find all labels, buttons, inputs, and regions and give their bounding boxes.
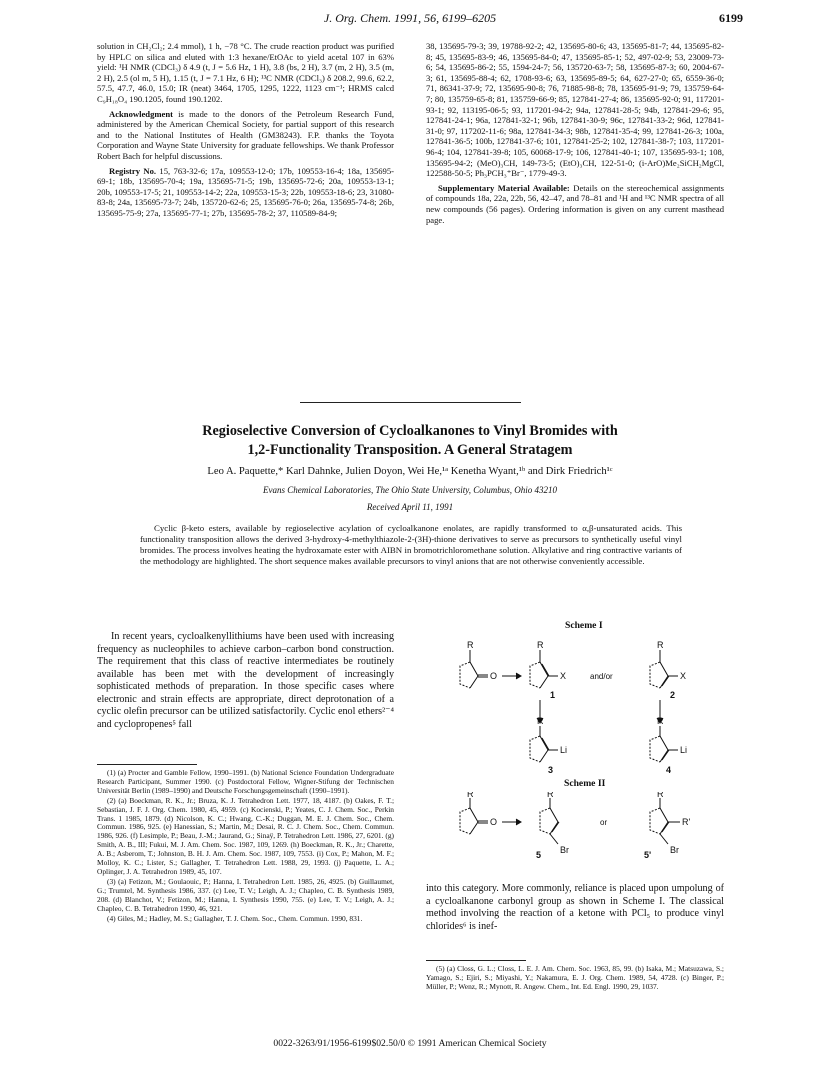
scheme2-o: O: [490, 817, 498, 827]
authors: Leo A. Paquette,* Karl Dahnke, Julien Doyon, Wei He,¹ᵃ Kenetha Wyant,¹ᵇ and Dirk Friedrich¹ᶜ: [207, 466, 613, 477]
footnotes-left: [97, 769, 394, 924]
right-column-top: [426, 41, 724, 229]
scheme2-rprime: R': [682, 817, 691, 827]
scheme1-o: O: [490, 671, 498, 681]
footnote-rule-left: [97, 764, 197, 765]
scheme-2-diagram: [440, 792, 740, 862]
scheme1-r-3: R: [537, 716, 544, 726]
scheme1-r-4: R: [657, 716, 664, 726]
scheme-1-label: Scheme I: [565, 620, 603, 631]
running-head: [0, 11, 820, 31]
scheme1-r-1: R: [537, 640, 544, 650]
footnote-5: (5) (a) Closs, G. L.; Closs, L. E. J. Am. Chem. Soc. 1963, 85, 99. (b) Isaka, M.; Matsuzawa, S.; Yamago, S.; Ejiri, S.; Miyashi, Y.; Nakamura, E. J. Org. Chem. 1989, 54, 4728. (c) Binger, P.; Müller, P.; Wenz, R.; Mynott, R. Angew. Chem., Int. Ed. Engl. 1990, 29, 1037.: [426, 964, 724, 991]
scheme2-r-ketone: R: [467, 792, 474, 799]
footnote-3: (3) (a) Fetizon, M.; Goulaouic, P.; Hanna, I. Tetrahedron Lett. 1985, 26, 4925. (b) Guillaumet, G.; Trumtel, M. Synthesis 1986, 337. (c) Lee, T. V.; Leigh, A. J.; Chapleo, C. B. Synthesis 1989, 208. (d) Blanchot, V.; Fetizon, M.; Hanna, I. Synthesis 1990, 755. (e) Lee, T. V.; Leigh, A. J.; Chapleo, C. B. Tetrahedron 1990, 46, 921.: [97, 876, 394, 913]
compound-4-number: 4: [666, 765, 672, 775]
right-body-paragraph: into this category. More commonly, reliance is placed upon umpolung of a cycloalkanone carbonyl group as shown in Scheme I. The classical method involving the reaction of a ketone with PCl₅ to produce vinyl chlorides⁶ is inef-: [426, 883, 724, 932]
compound-3-number: 3: [548, 765, 554, 775]
compound-5p-number: 5': [644, 850, 652, 860]
compound-5-number: 5: [536, 850, 542, 860]
footnote-rule-right: [426, 960, 526, 961]
scheme2-r-5: R: [547, 792, 554, 799]
intro-paragraph: In recent years, cycloalkenyllithiums have been used with increasing frequency as nucleophiles to achieve carbon–carbon bond construction. The requirement that this class of reactive intermediates be routinely available has been met with the development of increasingly sophisticated methods of preparation. In those specific cases where electronic and strain effects are appropriate, direct deprotonation of a cyclic olefin precursor can be utilized satisfactorily. Cyclic enol ethers²⁻⁴ and cyclopropenes⁵ fall: [97, 631, 394, 730]
title-line-2: 1,2-Functionality Transposition. A General Stratagem: [247, 442, 573, 458]
registry-numbers: [97, 166, 394, 219]
received-date: Received April 11, 1991: [366, 502, 454, 512]
compound-1-number: 1: [550, 690, 556, 700]
page-number: 6199: [719, 11, 743, 25]
scheme1-x-1: X: [560, 671, 567, 681]
article-title: [80, 422, 740, 460]
scheme-2-label: Scheme II: [564, 778, 606, 789]
registry-text: 15, 763-32-6; 17a, 109553-12-0; 17b, 109553-16-4; 18a, 135695-69-1; 18b, 135695-70-4; 19a, 135695-71-5; 19b, 135695-72-6; 20a, 109553-13-1; 20b, 109553-17-5; 21, 109553-14-2; 22a, 109553-15-3; 22b, 109553-18-6; 23, 31080-83-8; 24a, 135695-73-7; 24b, 135720-62-6; 25, 135695-76-0; 26a, 135695-74-8; 26b, 135695-75-9; 27a, 135695-77-1; 27b, 135695-78-2; 37, 110589-84-9;: [97, 165, 394, 218]
acknowledgment-text: is made to the donors of the Petroleum Research Fund, administered by the American Chemical Society, for partial support of this research and to the National Institutes of Health (GM38243). F.P. thanks the Toyota Corporation and Wayne State University for graduate fellowships. We thank Professor Robert Bach for helpful discussions.: [97, 108, 394, 161]
scheme1-li-4: Li: [680, 745, 688, 755]
acknowledgment-label: Acknowledgment: [109, 108, 173, 119]
scheme1-x-2: X: [680, 671, 687, 681]
journal-citation: J. Org. Chem. 1991, 56, 6199–6205: [323, 11, 497, 25]
scheme1-r-ketone: R: [467, 640, 474, 650]
scheme-1-diagram: [440, 636, 740, 776]
acknowledgment: [97, 109, 394, 162]
scheme2-or: or: [600, 818, 608, 827]
title-line-1: Regioselective Conversion of Cycloalkanones to Vinyl Bromides with: [202, 423, 618, 439]
compound-2-number: 2: [670, 690, 676, 700]
abstract: Cyclic β-keto esters, available by regioselective acylation of cycloalkanone enolates, are rapidly transformed to α,β-unsaturated acids. This functionality transposition allows the derived 3-hydroxy-4-methylthiazole-2-(3H)-thione derivatives to serve as precursors to synthetically useful vinyl bromides. The process involves heating the hydroxamate ester with AIBN in bromotrichloromethane solution. Alkylative and ring contractive variants of the methodology are highlighted. The short sequence makes available precursors to vinyl anions that are not otherwise conveniently accessible.: [140, 523, 682, 566]
scheme1-andor: and/or: [590, 672, 613, 681]
supplementary-label: Supplementary Material Available:: [438, 182, 570, 193]
supplementary-material: [426, 183, 724, 225]
registry-label: Registry No.: [109, 165, 157, 176]
section-divider: [300, 402, 521, 403]
footnote-4: (4) Giles, M.; Hadley, M. S.; Gallagher, T. J. Chem. Soc., Chem. Commun. 1990, 831.: [107, 913, 363, 923]
scheme1-li-3: Li: [560, 745, 568, 755]
supplementary-text: Details on the stereochemical assignments of compounds 18a, 22a, 22b, 56, 42–47, and 78–81 and ¹H and ¹³C NMR spectra of all new compounds (56 pages). Ordering information is given on any current masthead page.: [426, 182, 724, 225]
scheme2-r-5p: R: [657, 792, 664, 799]
copyright-footer: 0022-3263/91/1956-6199$02.50/0 © 1991 American Chemical Society: [273, 1038, 547, 1049]
scheme2-br-5: Br: [560, 845, 569, 855]
affiliation: Evans Chemical Laboratories, The Ohio State University, Columbus, Ohio 43210: [263, 485, 557, 495]
registry-continuation: 38, 135695-79-3; 39, 19788-92-2; 42, 135695-80-6; 43, 135695-81-7; 44, 135695-82-8; 45, 135695-83-9; 46, 135695-84-0; 47, 135695-85-1; 52, 497-02-9; 53, 23009-73-6; 54, 135695-86-2; 55, 1594-24-7; 56, 135720-63-7; 58, 135695-87-3; 60, 2004-67-3; 61, 135695-88-4; 62, 1708-93-6; 63, 135695-89-5; 64, 627-27-0; 65, 6559-36-0; 71, 86341-37-9; 72, 135695-90-8; 76, 71885-98-8; 78, 135695-91-9; 79, 135759-64-7; 80, 135759-65-8; 81, 135759-66-9; 85, 127841-27-4; 86, 135695-92-0; 91, 117201-93-1; 92, 113195-06-5; 93, 117201-94-2; 94a, 127841-28-5; 94b, 127841-29-6; 95, 127841-24-1; 96a, 127841-32-1; 96b, 127841-30-9; 96c, 127841-33-2; 96d, 127841-31-0; 97, 117202-11-6; 98a, 127841-34-3; 98b, 127841-35-4; 99, 127841-26-3; 100a, 127841-36-5; 100b, 127841-37-6; 101, 127841-25-2; 102, 127841-38-7; 103, 117201-96-4; 104, 127841-39-8; 105, 60068-17-9; 106, 127841-40-1; 107, 135695-93-1; 108, 135695-94-2; (MeO)₃CH, 149-73-5; (EtO)₃CH, 122-51-0; (i-ArO)Me₂SiCH₂MgCl, 122588-50-5; Ph₃PCH₃⁺Br⁻, 1779-49-3.: [426, 41, 724, 179]
footnote-1: (1) (a) Procter and Gamble Fellow, 1990–1991. (b) National Science Foundation Undergraduate Research Participant, Summer 1990. (c) Postdoctoral Fellow, Wigner-Stifung der Technischen Universität Berlin (1989–1990) and Deutsche Forschungsgemeinschaft (1990–1991).: [97, 768, 394, 795]
experimental-continuation: solution in CH₂Cl₂; 2.4 mmol), 1 h, −78 °C. The crude reaction product was purified by HPLC on silica and eluted with 1:3 hexane/EtOAc to yield acetal 107 in 63% yield: ¹H NMR (CDCl₃) δ 4.9 (t, J = 5.6 Hz, 1 H), 3.8 (bs, 2 H), 3.7 (m, 2 H), 3.5 (m, 2 H), 2.5 (ol m, 5 H), 1.15 (t, J = 7.1 Hz, 6 H); ¹³C NMR (CDCl₃) δ 208.2, 99.6, 62.2, 57.5, 47.7, 46.0, 15.0; IR (neat) 3464, 1705, 1295, 1222, 1123 cm⁻¹; HRMS calcd C₉H₁₈O₄ 190.1205, found 190.1202.: [97, 41, 394, 104]
scheme2-br-5p: Br: [670, 845, 679, 855]
left-column-top: [97, 41, 394, 223]
scheme1-r-2: R: [657, 640, 664, 650]
footnote-2: (2) (a) Boeckman, R. K., Jr.; Bruza, K. J. Tetrahedron Lett. 1977, 18, 4187. (b) Oakes, F. T.; Sebastian, J. F. J. Org. Chem. 1980, 45, 4959. (c) Kocienski, P.; Yeates, C. J. Chem. Soc., Perkin Trans. 1 1985, 1879. (d) Nicolson, K. C.; Hwang, C.-K.; Duggan, M. E. J. Chem. Soc., Chem. Commun. 1986, 925. (e) Hanessian, S.; Martin, M.; Desai, R. C. J. Chem. Soc., Chem. Commun. 1986, 926. (f) Lesimple, P.; Beau, J.-M.; Jaurand, G.; Sinaÿ, P. Tetrahedron Lett. 1986, 27, 6201. (g) Smith, A. B., III; Fukui, M. J. Am. Chem. Soc. 1987, 109, 1269. (h) Boeckman, R. K., Jr.; Charette, A. B.; Asberom, T.; Johnston, B. H. J. Am. Chem. Soc. 1987, 109, 7553. (i) Cox, P.; Mahon, M. F.; Molloy, K. C.; Lister, S.; Gallagher, T. Tetrahedron Lett. 1988, 29, 1993. (j) Paquette, L. A.; Oplinger, J. A. Tetrahedron 1989, 45, 107.: [97, 795, 394, 876]
